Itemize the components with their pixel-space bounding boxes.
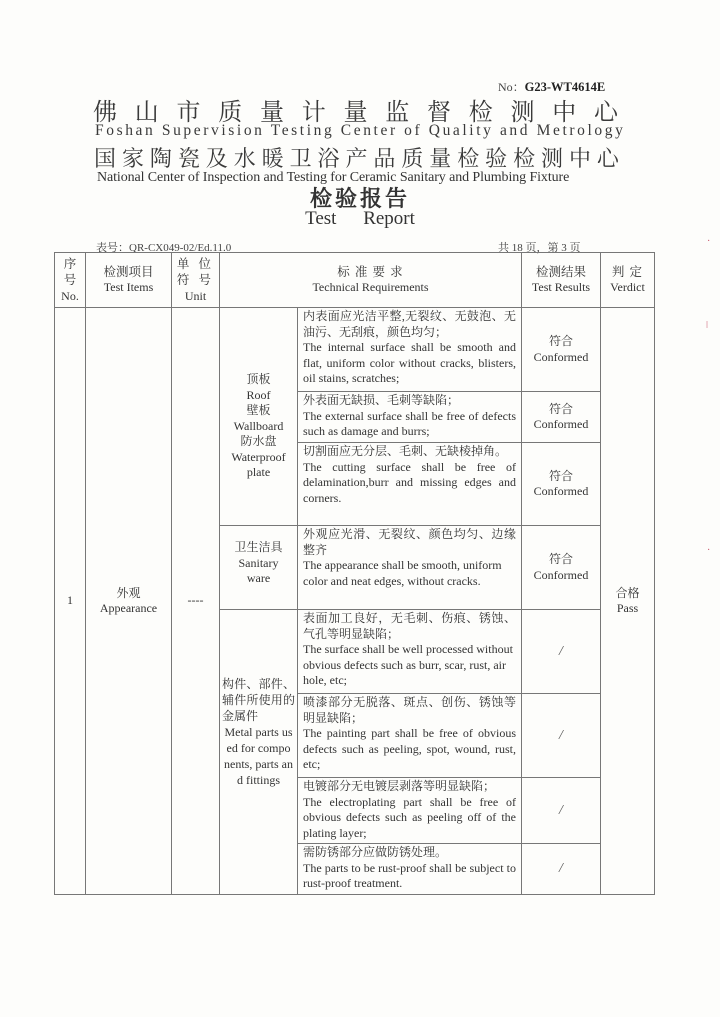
char: 家 — [121, 147, 144, 172]
char: 督 — [427, 98, 451, 126]
char: 质 — [218, 98, 243, 126]
test-result — [522, 392, 601, 443]
requirement — [298, 526, 522, 610]
result-en: Conformed — [533, 417, 589, 431]
char: 水 — [233, 147, 256, 172]
result-na: / — [559, 643, 563, 659]
requirement — [298, 610, 522, 694]
report-number-label: No： — [498, 80, 525, 94]
requirement-cn: 表面加工良好，无毛刺、伤痕、锈蚀、气孔等明显缺陷； — [303, 611, 516, 641]
page-info: 共 18 页，第 3 页 — [498, 242, 581, 254]
requirement — [298, 694, 522, 778]
margin-mark: · — [707, 236, 711, 247]
group-name-en: Waterproof plate — [231, 449, 286, 480]
char: 监 — [385, 98, 410, 126]
header-no: 序 号 No. — [55, 253, 86, 308]
margin-mark: · — [707, 545, 711, 556]
header-test-items — [86, 253, 172, 308]
requirement-en: The surface shall be well processed without obvious defects such as burr, scar, rust, air hole, etc; — [303, 642, 513, 687]
result-cn: 符合 — [548, 552, 573, 566]
group-name-cn: 壁板 — [246, 403, 271, 418]
row-number: 1 — [55, 308, 86, 895]
char: 国 — [94, 147, 117, 172]
result-na: / — [559, 802, 563, 818]
requirement-cn: 电镀部分无电镀层剥落等明显缺陷； — [303, 779, 496, 793]
header-items-en: Test Items — [103, 280, 154, 294]
char: 暖 — [261, 147, 284, 172]
form-number: 表号：QR-CX049-02/Ed.11.0 — [96, 242, 232, 254]
header-unit-en: Unit — [184, 289, 207, 303]
char: 浴 — [317, 147, 340, 172]
char: 卫 — [289, 147, 312, 172]
char: 瓷 — [177, 147, 200, 172]
test-item — [86, 308, 172, 895]
char: 测 — [510, 98, 535, 126]
char: 质 — [401, 147, 424, 172]
result-en: Conformed — [533, 349, 589, 364]
header-technical-requirements — [220, 253, 522, 308]
table-header-row — [55, 253, 655, 308]
char: 品 — [373, 147, 396, 172]
test-item-cn: 外观 — [116, 585, 141, 600]
char: 测 — [541, 147, 564, 172]
requirement-en: The electroplating part shall be free of obvious defects such as peeling off of the plating layer; — [303, 794, 516, 840]
char: 山 — [134, 98, 159, 126]
test-result — [522, 778, 601, 844]
group-sanitary-ware — [220, 526, 298, 610]
center-name-cn — [94, 142, 619, 173]
header-results-cn: 检测结果 — [535, 264, 586, 279]
requirement — [298, 443, 522, 526]
requirement — [298, 308, 522, 392]
char: 计 — [301, 98, 326, 126]
result-cn: 符合 — [548, 468, 573, 483]
header-req-cn: 标 准 要 求 — [337, 264, 404, 279]
group-name-en: Sanitary ware — [238, 555, 279, 585]
group-roof-wallboard-plate — [220, 308, 298, 526]
header-req-en: Technical Requirements — [312, 280, 429, 294]
requirement-en: The appearance shall be smooth, uniform color and neat edges, without cracks. — [303, 558, 502, 588]
margin-mark: ǀ — [706, 320, 709, 331]
verdict — [601, 308, 655, 895]
header-verdict — [601, 253, 655, 308]
requirement — [298, 778, 522, 844]
group-name-cn: 顶板 — [246, 372, 271, 387]
test-result — [522, 610, 601, 694]
test-result — [522, 443, 601, 526]
test-report-table — [54, 252, 655, 895]
unit-value: ---- — [172, 308, 220, 895]
char: 佛 — [93, 98, 117, 126]
char: 验 — [485, 147, 508, 172]
requirement-en: The painting part shall be free of obvious defects such as peeling, spot, wound, rust, etc; — [303, 726, 516, 771]
report-title-cn: 检验报告 — [309, 187, 410, 212]
char: 量 — [343, 98, 368, 126]
char: 心 — [596, 147, 619, 172]
char: 及 — [205, 147, 228, 172]
char: 中 — [552, 98, 577, 126]
result-cn: 符合 — [548, 334, 573, 348]
header-verdict-cn: 判 定 — [611, 264, 644, 279]
verdict-cn: 合格 — [615, 585, 640, 600]
group-name-en: Wallboard — [233, 418, 284, 433]
table-row — [55, 308, 655, 392]
requirement-cn: 外观应光滑、无裂纹、颜色均匀、边缘整齐 — [303, 527, 516, 557]
test-item-en: Appearance — [99, 601, 158, 615]
requirement-en: The external surface shall be free of defects such as damage and burrs; — [303, 408, 516, 438]
char: 检 — [457, 147, 480, 172]
group-name-cn: 卫生洁具 — [234, 540, 283, 554]
group-name-cn: 防水盘 — [240, 434, 277, 449]
requirement-en: The parts to be rust-proof shall be subject to rust-proof treatment. — [303, 860, 516, 890]
requirement — [298, 392, 522, 443]
char: 检 — [513, 147, 536, 172]
header-verdict-en: Verdict — [610, 280, 645, 294]
result-en: Conformed — [533, 484, 589, 498]
result-cn: 符合 — [548, 401, 573, 416]
result-en: Conformed — [533, 567, 589, 582]
char: 中 — [568, 147, 591, 172]
requirement-en: The cutting surface shall be free of delamination,burr and missing edges and corners. — [303, 459, 516, 505]
test-result — [522, 526, 601, 610]
char: 检 — [468, 98, 493, 126]
test-result — [522, 308, 601, 392]
group-name-en: Metal parts used for components, parts and fittings — [224, 725, 293, 787]
group-metal-parts — [220, 610, 298, 895]
org-name-en: Foshan Supervision Testing Center of Quality and Metrology — [95, 122, 626, 139]
report-number-value: G23-WT4614E — [524, 80, 606, 94]
requirement-cn: 喷漆部分无脱落、斑点、创伤、锈蚀等明显缺陷； — [303, 695, 516, 725]
header-no-en: No. — [61, 289, 79, 303]
group-name-en: Roof — [246, 387, 271, 402]
report-title-en: Test Report — [305, 208, 415, 229]
char: 心 — [594, 98, 618, 126]
test-result — [522, 694, 601, 778]
group-name-cn: 构件、部件、辅件所使用的金属件 — [222, 677, 295, 723]
test-result — [522, 844, 601, 895]
requirement — [298, 844, 522, 895]
requirement-cn: 内表面应光洁平整,无裂纹、无鼓泡、无油污、无刮痕，颜色均匀； — [303, 309, 516, 339]
requirement-cn: 需防锈部分应做防锈处理。 — [303, 845, 448, 859]
result-na: / — [559, 861, 563, 877]
char: 产 — [345, 147, 368, 172]
header-test-results — [522, 253, 601, 308]
header-unit: 单 位 符 号 Unit — [172, 253, 220, 308]
char: 市 — [176, 98, 201, 126]
char: 陶 — [149, 147, 172, 172]
header-results-en: Test Results — [531, 280, 591, 294]
requirement-en: The internal surface shall be smooth and flat, uniform color without cracks, blisters, oil stains, scratches; — [303, 340, 516, 385]
center-name-en: National Center of Inspection and Testing for Ceramic Sanitary and Plumbing Fixture — [97, 170, 570, 185]
char: 量 — [260, 98, 284, 126]
requirement-cn: 外表面无缺损、毛刺等缺陷； — [303, 393, 460, 407]
verdict-en: Pass — [616, 601, 639, 615]
requirement-cn: 切割面应无分层、毛刺、无缺棱掉角。 — [303, 444, 508, 458]
result-na: / — [559, 727, 563, 743]
header-items-cn: 检测项目 — [103, 264, 154, 279]
char: 量 — [429, 147, 452, 172]
